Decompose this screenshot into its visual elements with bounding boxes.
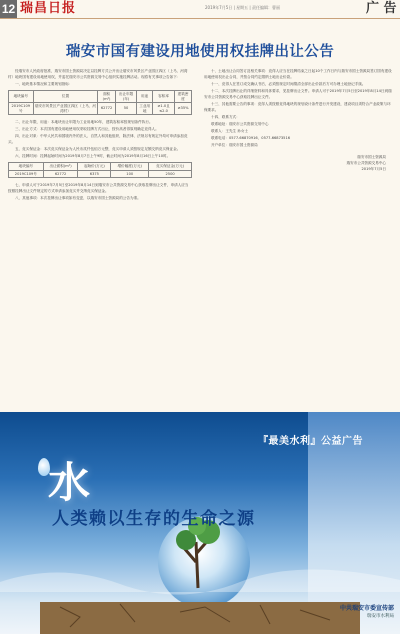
table-header-cell: 竞买保证金(万元) bbox=[149, 163, 192, 171]
announcement-left-column bbox=[8, 68, 192, 406]
table-header-cell: 建筑密度 bbox=[175, 91, 192, 103]
table-cell: 工业用地 bbox=[137, 103, 153, 115]
paragraph: 十一、竞得人在签订成交确认书后，必须按规定时间缴清全部出让价款后方可办理土地登记手续。 bbox=[211, 82, 366, 86]
announcement-right-column bbox=[204, 68, 392, 406]
table-cell: 瑞安市风景区产业园区四区（上马、河湾村） bbox=[34, 104, 96, 113]
ad-sponsor bbox=[340, 605, 394, 620]
price-table bbox=[8, 162, 192, 178]
paragraph: 一、地块基本情况和主要规划指标： bbox=[15, 82, 73, 86]
table-header-cell: 地块编号 bbox=[9, 91, 34, 103]
table-header-cell: 增价幅度(万元) bbox=[111, 163, 149, 171]
table-cell: 50 bbox=[115, 103, 137, 115]
table-cell: 100 bbox=[111, 170, 149, 178]
signature-date: 2019年7月5日 bbox=[361, 167, 386, 171]
paragraph: 十三、其他需要公告的事项：竞得人须按照竞得地块的规划设计条件进行开发建设，建设项目须符合产业政策与环保要求。 bbox=[204, 102, 391, 112]
signature-issuer: 瑞安市公共资源交易中心 bbox=[346, 161, 386, 165]
page-header bbox=[0, 0, 400, 19]
cracked-earth-shape bbox=[40, 602, 360, 634]
page-number: 12 bbox=[1, 2, 16, 16]
contact-line: 联系电话：0577-66870916、0577-66873516 bbox=[211, 136, 291, 140]
table-row bbox=[9, 103, 192, 115]
table-header-row bbox=[9, 163, 192, 171]
table-header-cell: 容积率 bbox=[152, 91, 174, 103]
table-header-cell: 用途 bbox=[137, 91, 153, 103]
table-header-cell: 位置 bbox=[33, 91, 98, 103]
ad-sponsor-org: 中共瑞安市委宣传部 bbox=[339, 605, 394, 612]
table-header-row bbox=[9, 91, 192, 103]
table-cell: 2019C109号 bbox=[9, 103, 34, 115]
contact-line: 联系人：王先生 孙女士 bbox=[211, 129, 249, 133]
signature-block bbox=[204, 154, 392, 172]
paragraph: 八、其他事项：本次挂牌出让事项如有变更，以瑞安市国土资源局的公告为准。 bbox=[15, 196, 141, 200]
paragraph: 二、出让年限、用途：本地块出让年限为工业用地50年，建筑容积率按规划条件执行。 bbox=[15, 120, 153, 124]
table-header-cell: 起始价(万元) bbox=[78, 163, 111, 171]
paragraph: 十四、联系方式： bbox=[211, 115, 240, 119]
ad-tagline: 『最美水利』公益广告 bbox=[258, 436, 363, 447]
paragraph: 三、出让方式：本次国有建设用地使用权采取挂牌方式出让，按价高者得原则确定竞得人。 bbox=[15, 127, 159, 131]
table-header-cell: 地块编号 bbox=[9, 163, 44, 171]
paragraph: 十、土地出让合同签订及相关事项：竞得人应当在挂牌结束之日起10个工作日内与瑞安市国土资源局签订国有建设用地使用权出让合同，并按合同约定缴纳土地出让价款。 bbox=[204, 69, 392, 79]
issue-meta: 2019年7月5日 | 星期五 | 责任编辑：曹丽 bbox=[205, 5, 281, 10]
paragraph: 六、挂牌时间：挂牌起始时间为2019年8月7日上午9时，截止时间为2019年8月16日上午10时。 bbox=[15, 154, 171, 158]
ad-sponsor-org: 瑞安市水利局 bbox=[367, 614, 394, 619]
table-cell: 62772 bbox=[98, 103, 115, 115]
signature-issuer: 瑞安市国土资源局 bbox=[357, 155, 386, 159]
ad-headline-character: 水 bbox=[48, 458, 91, 507]
contact-line: 开户单位：瑞安市国土资源局 bbox=[211, 143, 258, 147]
announcement-title: 瑞安市国有建设用地使用权挂牌出让公告 bbox=[65, 44, 335, 60]
public-service-ad bbox=[0, 412, 400, 634]
paragraph: 十二、本次挂牌出让的详细资料和具体要求，见挂牌出让文件。申请人可于2019年7月5日至2019年8月14日到瑞安市公共资源交易中心获取挂牌出让文件。 bbox=[204, 89, 392, 99]
paper-masthead: 瑞昌日报 bbox=[20, 1, 77, 16]
table-header-cell: 面积(m²) bbox=[98, 91, 115, 103]
contact-line: 联系地址：瑞安市公共资源交易中心 bbox=[211, 122, 269, 126]
table-row bbox=[9, 170, 192, 178]
paragraph: 七、申请人可于2019年7月5日至2019年8月14日到瑞安市公共资源交易中心获取挂牌出让文件，申请人应当按照挂牌出让文件规定的方式申请参加竞买并交纳竞买保证金。 bbox=[8, 183, 189, 193]
table-cell: 2500 bbox=[149, 170, 192, 178]
table-header-cell: 出让面积(m²) bbox=[43, 163, 78, 171]
table-cell: 6375 bbox=[78, 170, 111, 178]
plot-info-table bbox=[8, 90, 192, 115]
table-cell: ≥1.0且≤2.0 bbox=[152, 103, 174, 115]
paragraph: 五、竞买保证金：本次竞买保证金为人民币贰仟伍佰万元整，竞买申请人须按规定足额交纳竞买保证金。 bbox=[15, 147, 181, 151]
paragraph: 四、出让对象：中华人民共和国境内外的法人、自然人和其他组织，除法律、法规另有规定外均可申请参加竞买。 bbox=[8, 134, 188, 144]
table-cell: 2019C109号 bbox=[9, 170, 44, 178]
table-cell: 62772 bbox=[43, 170, 78, 178]
table-header-cell: 出让年限(年) bbox=[115, 91, 137, 103]
table-cell: ≥35% bbox=[175, 103, 192, 115]
section-label: 广 告 bbox=[366, 1, 397, 16]
paragraph: 经瑞安市人民政府批准，瑞安市国土资源局决定以挂牌方式公开出让瑞安市风景区产业园区四区（上马、河湾村）地块国有建设用地使用权，并委托瑞安市公共资源交易中心组织实施挂牌活动。现将有关事项公告如下： bbox=[8, 69, 188, 79]
ad-slogan: 人类赖以生存的生命之源 bbox=[52, 509, 256, 529]
